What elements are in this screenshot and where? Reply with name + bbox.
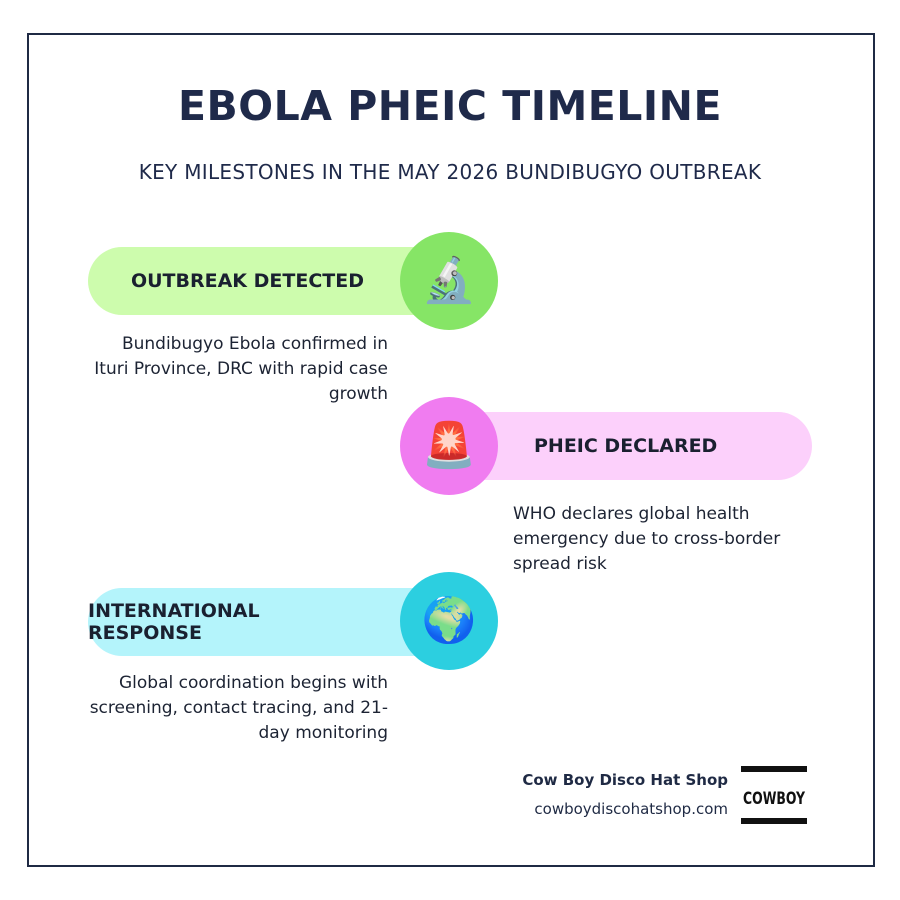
microscope-icon bbox=[400, 232, 498, 330]
page-title: EBOLA PHEIC TIMELINE bbox=[178, 82, 722, 130]
brand-name: Cow Boy Disco Hat Shop bbox=[522, 771, 728, 789]
logo-text: COWBOY bbox=[743, 789, 806, 809]
milestone-description: Global coordination begins with screening, contact tracing, and 21-day monitoring bbox=[89, 673, 388, 743]
milestone-label: INTERNATIONAL RESPONSE bbox=[88, 600, 260, 644]
globe-icon bbox=[400, 572, 498, 670]
milestone-description: WHO declares global health emergency due to cross-border spread risk bbox=[513, 504, 781, 574]
milestone-label: OUTBREAK DETECTED bbox=[130, 270, 364, 292]
siren-icon bbox=[400, 397, 498, 495]
cowboy-logo bbox=[741, 766, 807, 824]
milestone-label: PHEIC DECLARED bbox=[534, 435, 718, 457]
milestone-icon-glyph: 🚨 bbox=[421, 420, 477, 471]
page-subtitle: KEY MILESTONES IN THE MAY 2026 BUNDIBUGYO OUTBREAK bbox=[138, 160, 762, 184]
milestone-icon-glyph: 🔬 bbox=[421, 255, 477, 306]
brand-url[interactable]: cowboydiscohatshop.com bbox=[534, 800, 728, 818]
milestone-description: Bundibugyo Ebola confirmed in Ituri Province, DRC with rapid case growth bbox=[94, 334, 388, 404]
milestone-icon-glyph: 🌍 bbox=[421, 595, 477, 646]
